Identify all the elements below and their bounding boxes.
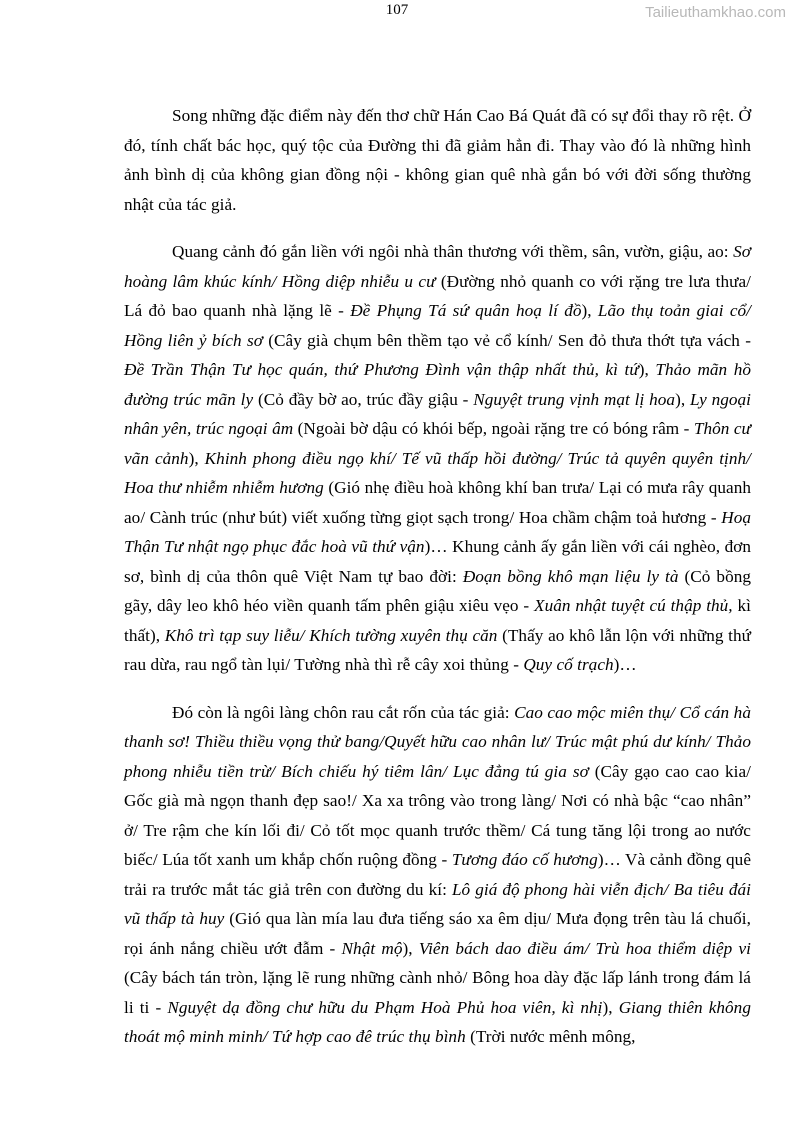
- text-run: (Ngoài bờ dậu có khói bếp, ngoài rặng tre có bóng râm -: [293, 419, 694, 438]
- text-run: Đó còn là ngôi làng chôn rau cắt rốn của tác giả:: [172, 702, 515, 722]
- text-run: (Gió qua làn mía lau đưa tiếng sáo xa êm dịu/ Mưa đọng trên tàu lá chuối, rọi ánh nắng chiều ướt đẫm -: [124, 909, 751, 958]
- text-run: ),: [675, 389, 690, 409]
- text-run: (Cây gạo cao cao kia/ Gốc già mà ngọn thanh đẹp sao!/ Xa xa trông vào trong làng/ Nơi có nhà bậc “cao nhân” ở/ Tre rậm che kín lối đi/ Cỏ tốt mọc quanh trước thềm/ Cá tung tăng lội trong ao nước biếc/ Lúa tốt xanh um khắp chốn ruộng đồng -: [124, 761, 751, 869]
- italic-run: Nhật mộ: [341, 938, 403, 958]
- italic-run: Lô giá độ phong hài viễn địch/ Ba tiêu đái vũ thấp tà huy: [124, 879, 752, 928]
- text-run: )… Khung cảnh ấy gắn liền với cái nghèo, đơn sơ, bình dị của thôn quê Việt Nam tự bao đời:: [124, 537, 751, 586]
- italic-run: Khinh phong điều ngọ khí/ Tế vũ thấp hồi đường/ Trúc tả quyên quyên tịnh/ Hoa thư nhiễm nhiễm hương: [124, 448, 751, 497]
- text-run: (Cây bách tán tròn, lặng lẽ rung những cành nhỏ/ Bông hoa dày đặc lấp lánh trong đám lá li ti -: [124, 968, 751, 1017]
- italic-run: Ly ngoại nhân yên, trúc ngoại âm: [124, 389, 751, 438]
- text-run: )… Và cảnh đồng quê trải ra trước mắt tác giả trên con đường du kí:: [124, 850, 751, 899]
- text-run: Song những đặc điểm này đến thơ chữ Hán Cao Bá Quát đã có sự đổi thay rõ rệt. Ở đó, tính chất bác học, quý tộc của Đường thi đã giảm hẳn đi. Thay vào đó là những hình ảnh bình dị của không gian đồng nội - không gian quê nhà gắn bó với đời sống thường nhật của tác giả.: [124, 106, 751, 214]
- italic-run: Hoạ Thận Tư nhật ngọ phục đắc hoà vũ thứ vận: [124, 507, 751, 556]
- italic-run: Thảo mãn hồ đường trúc mãn ly: [124, 360, 751, 409]
- paragraph-2: [124, 237, 751, 680]
- italic-run: Lão thụ toản giai cổ/ Hồng liên ỷ bích sơ: [124, 301, 751, 350]
- text-run: (Trời nước mênh mông,: [465, 1027, 636, 1046]
- italic-run: Cao cao mộc miên thụ/ Cổ cán hà thanh sơ! Thiều thiều vọng thử bang/Quyết hữu cao nhân lư/ Trúc mật phú dư kính/ Thảo phong nhiễu tiền trừ/ Bích chiếu hý tiêm lân/ Lục đẳng tú gia sơ: [124, 702, 751, 781]
- italic-run: Tương đáo cố hương: [451, 850, 598, 869]
- italic-run: Đoạn bồng khô mạn liệu ly tà: [462, 566, 679, 586]
- text-run: (Cỏ đầy bờ ao, trúc đầy giậu -: [253, 389, 474, 409]
- paragraph-3: [124, 698, 751, 1052]
- text-run: ),: [402, 938, 419, 958]
- text-run: (Cây già chụm bên thềm tạo vẻ cổ kính/ Sen đỏ thưa thớt tựa vách -: [262, 330, 751, 350]
- text-run: (Cỏ bồng gãy, dây leo khô héo viền quanh tấm phên giậu xiêu vẹo -: [124, 566, 751, 615]
- text-run: ),: [188, 448, 205, 468]
- italic-run: Quy cố trạch: [523, 655, 614, 674]
- italic-run: Sơ hoàng lâm khúc kính/ Hồng diệp nhiễu u cư: [124, 242, 751, 291]
- text-run: ),: [581, 301, 598, 320]
- text-run: (Thấy ao khô lẫn lộn với những thứ rau dừa, rau ngổ tàn lụi/ Tường nhà thì rễ cây xoi thủng -: [124, 625, 751, 674]
- paragraph-1: [124, 101, 751, 219]
- italic-run: Nguyệt dạ đồng chư hữu du Phạm Hoà Phủ hoa viên, kì nhị: [167, 997, 603, 1017]
- italic-run: Nguyệt trung vịnh mạt lị hoa: [473, 389, 676, 409]
- watermark: Tailieuthamkhao.com: [645, 4, 786, 21]
- text-run: kì thất),: [124, 596, 751, 645]
- text-run: ),: [638, 360, 656, 379]
- italic-run: Khô trì tạp suy liễu/ Khích tường xuyên thụ căn: [164, 625, 498, 645]
- text-run: )…: [613, 655, 637, 674]
- italic-run: Xuân nhật tuyệt cú thập thủ,: [534, 596, 733, 615]
- text-run: (Đường nhỏ quanh co với rặng tre lưa thưa/ Lá đỏ bao quanh nhà lặng lẽ -: [124, 271, 751, 320]
- page-number: 107: [385, 2, 409, 18]
- text-run: (Gió nhẹ điều hoà không khí ban trưa/ Lại có mưa rây quanh ao/ Cành trúc (như bút) viết xuống từng giọt sạch trong/ Hoa chầm chậm toả hương -: [124, 478, 751, 527]
- italic-run: Đề Trần Thận Tư học quán, thứ Phương Đình vận thập nhất thủ, kì tứ: [124, 360, 639, 379]
- text-run: ),: [602, 997, 619, 1017]
- document-body: [124, 101, 751, 1070]
- text-run: Quang cảnh đó gắn liền với ngôi nhà thân thương với thềm, sân, vườn, giậu, ao:: [172, 242, 734, 261]
- italic-run: Đề Phụng Tá sứ quân hoạ lí đồ: [350, 301, 582, 320]
- italic-run: Giang thiên không thoát mộ minh minh/ Tứ hợp cao đê trúc thụ bình: [124, 997, 751, 1046]
- italic-run: Thôn cư vãn cảnh: [124, 419, 751, 468]
- italic-run: Viên bách dao điều ám/ Trù hoa thiểm diệp vi: [418, 938, 752, 958]
